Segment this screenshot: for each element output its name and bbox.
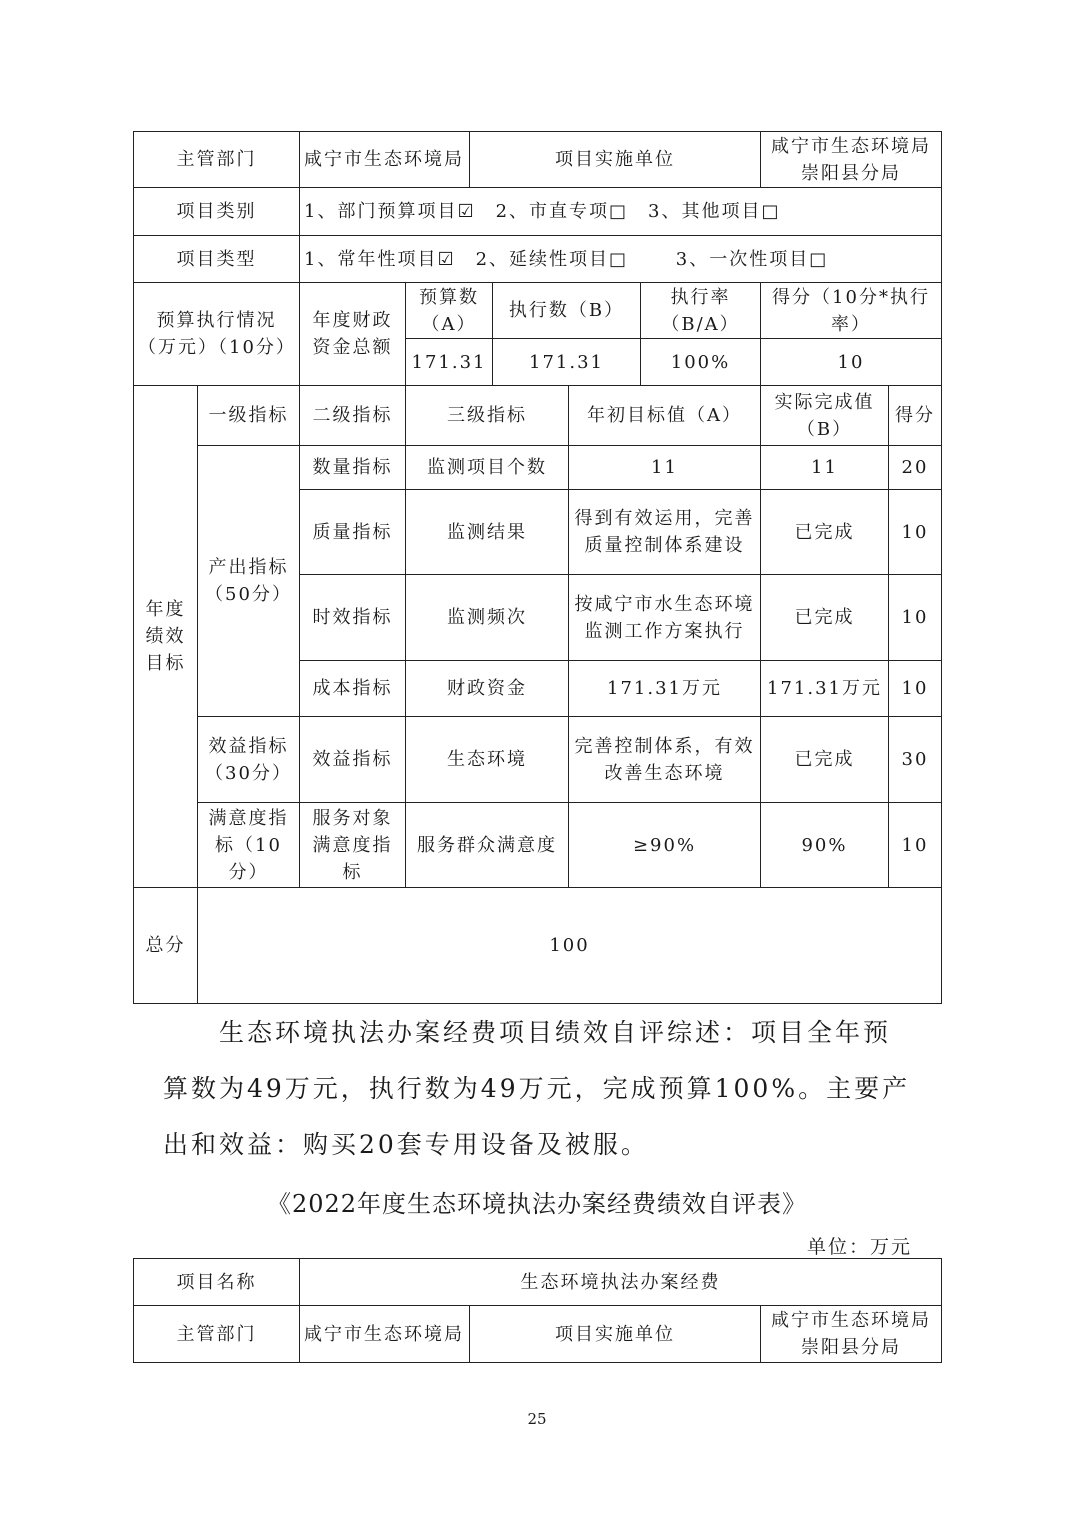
table-row [134, 446, 942, 490]
level3-cell: 生态环境 [406, 717, 569, 803]
level2-cell: 效益指标 [300, 717, 406, 803]
impl-value: 咸宁市生态环境局崇阳县分局 [761, 132, 942, 188]
actual-cell: 已完成 [761, 490, 889, 575]
perf-label: 年度绩效目标 [134, 386, 198, 888]
impl-label: 项目实施单位 [470, 132, 761, 188]
target-cell: ≥90% [569, 803, 761, 888]
target-cell: 完善控制体系，有效改善生态环境 [569, 717, 761, 803]
level3-cell: 监测项目个数 [406, 446, 569, 490]
header-level3: 三级指标 [406, 386, 569, 446]
summary-paragraph: 生态环境执法办案经费项目绩效自评综述：项目全年预算数为49万元，执行数为49万元，完成预算100%。主要产出和效益：购买20套专用设备及被服。 [163, 1018, 911, 1159]
score-cell: 20 [889, 446, 942, 490]
level2-cell: 数量指标 [300, 446, 406, 490]
level1-benefit: 效益指标（30分） [198, 717, 300, 803]
dept-value: 咸宁市生态环境局 [300, 132, 470, 188]
target-cell: 得到有效运用，完善质量控制体系建设 [569, 490, 761, 575]
target-cell: 171.31万元 [569, 661, 761, 717]
header-target: 年初目标值（A） [569, 386, 761, 446]
header-actual: 实际完成值（B） [761, 386, 889, 446]
type-value: 1、常年性项目☑ 2、延续性项目□ 3、一次性项目□ [300, 236, 942, 283]
level2-cell: 服务对象满意度指标 [300, 803, 406, 888]
dept-value: 咸宁市生态环境局 [300, 1306, 470, 1363]
impl-value: 咸宁市生态环境局崇阳县分局 [761, 1306, 942, 1363]
performance-table-2 [133, 1258, 942, 1363]
level2-cell: 成本指标 [300, 661, 406, 717]
total-value: 100 [198, 888, 942, 1004]
header-level1: 一级指标 [198, 386, 300, 446]
target-cell: 按咸宁市水生态环境监测工作方案执行 [569, 575, 761, 661]
table-row [134, 803, 942, 888]
page-number: 25 [527, 1410, 547, 1428]
dept-label: 主管部门 [134, 132, 300, 188]
score-label: 得分（10分*执行率） [761, 283, 942, 339]
table-row [134, 717, 942, 803]
actual-cell: 90% [761, 803, 889, 888]
level1-satisfaction: 满意度指标（10分） [198, 803, 300, 888]
name-value: 生态环境执法办案经费 [300, 1259, 942, 1306]
category-label: 项目类别 [134, 188, 300, 236]
category-value: 1、部门预算项目☑ 2、市直专项□ 3、其他项目□ [300, 188, 942, 236]
score-cell: 30 [889, 717, 942, 803]
level2-cell: 时效指标 [300, 575, 406, 661]
actual-cell: 11 [761, 446, 889, 490]
rate-value: 100% [641, 339, 761, 386]
score-cell: 10 [889, 661, 942, 717]
unit-label: 单位：万元 [806, 1236, 912, 1258]
score-value: 10 [761, 339, 942, 386]
header-score: 得分 [889, 386, 942, 446]
performance-table-1 [133, 131, 942, 1004]
total-label: 总分 [134, 888, 198, 1004]
budget-a-value: 171.31 [406, 339, 493, 386]
table-title: 《2022年度生态环境执法办案经费绩效自评表》 [266, 1190, 808, 1218]
level3-cell: 监测频次 [406, 575, 569, 661]
name-label: 项目名称 [134, 1259, 300, 1306]
target-cell: 11 [569, 446, 761, 490]
score-cell: 10 [889, 490, 942, 575]
level1-output: 产出指标（50分） [198, 446, 300, 717]
actual-cell: 已完成 [761, 575, 889, 661]
dept-label: 主管部门 [134, 1306, 300, 1363]
level3-cell: 财政资金 [406, 661, 569, 717]
exec-b-label: 执行数（B） [493, 283, 641, 339]
budget-label: 预算执行情况（万元）（10分） [134, 283, 300, 386]
level3-cell: 服务群众满意度 [406, 803, 569, 888]
exec-b-value: 171.31 [493, 339, 641, 386]
total-funds-label: 年度财政资金总额 [300, 283, 406, 386]
header-level2: 二级指标 [300, 386, 406, 446]
rate-label: 执行率（B/A） [641, 283, 761, 339]
budget-a-label: 预算数（A） [406, 283, 493, 339]
actual-cell: 171.31万元 [761, 661, 889, 717]
score-cell: 10 [889, 803, 942, 888]
impl-label: 项目实施单位 [470, 1306, 761, 1363]
level3-cell: 监测结果 [406, 490, 569, 575]
type-label: 项目类型 [134, 236, 300, 283]
score-cell: 10 [889, 575, 942, 661]
actual-cell: 已完成 [761, 717, 889, 803]
level2-cell: 质量指标 [300, 490, 406, 575]
